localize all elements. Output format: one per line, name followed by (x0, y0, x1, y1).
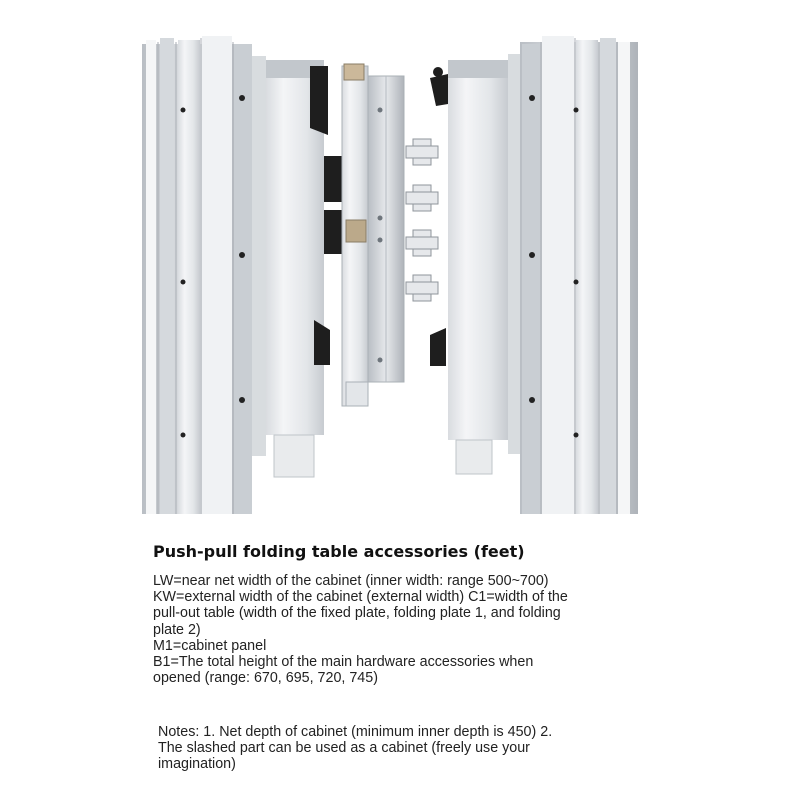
cross-connector (406, 185, 438, 211)
cross-connector (406, 230, 438, 256)
description-line: LW=near net width of the cabinet (inner width: range 500~700) KW=external width of the cabinet (external width) C1=width of the pull-out table (width of the fixed plate, folding plate 1, and folding plate 2) (153, 573, 568, 638)
product-notes: Notes: 1. Net depth of cabinet (minimum inner depth is 450) 2. The slashed part can be used as a cabinet (freely use your imagination) (158, 724, 553, 773)
product-description (153, 573, 573, 686)
description-line: B1=The total height of the main hardware accessories when opened (range: 670, 695, 720, 745) (153, 654, 534, 687)
center-rail (342, 64, 404, 406)
product-title: Push-pull folding table accessories (feet) (153, 542, 525, 561)
cross-connector (406, 139, 438, 165)
cross-connector-set (406, 139, 438, 301)
left-leg-assembly (142, 36, 348, 514)
right-leg-assembly (430, 36, 638, 514)
product-photo (130, 20, 650, 520)
cross-connector (406, 275, 438, 301)
description-line: M1=cabinet panel (153, 637, 267, 654)
